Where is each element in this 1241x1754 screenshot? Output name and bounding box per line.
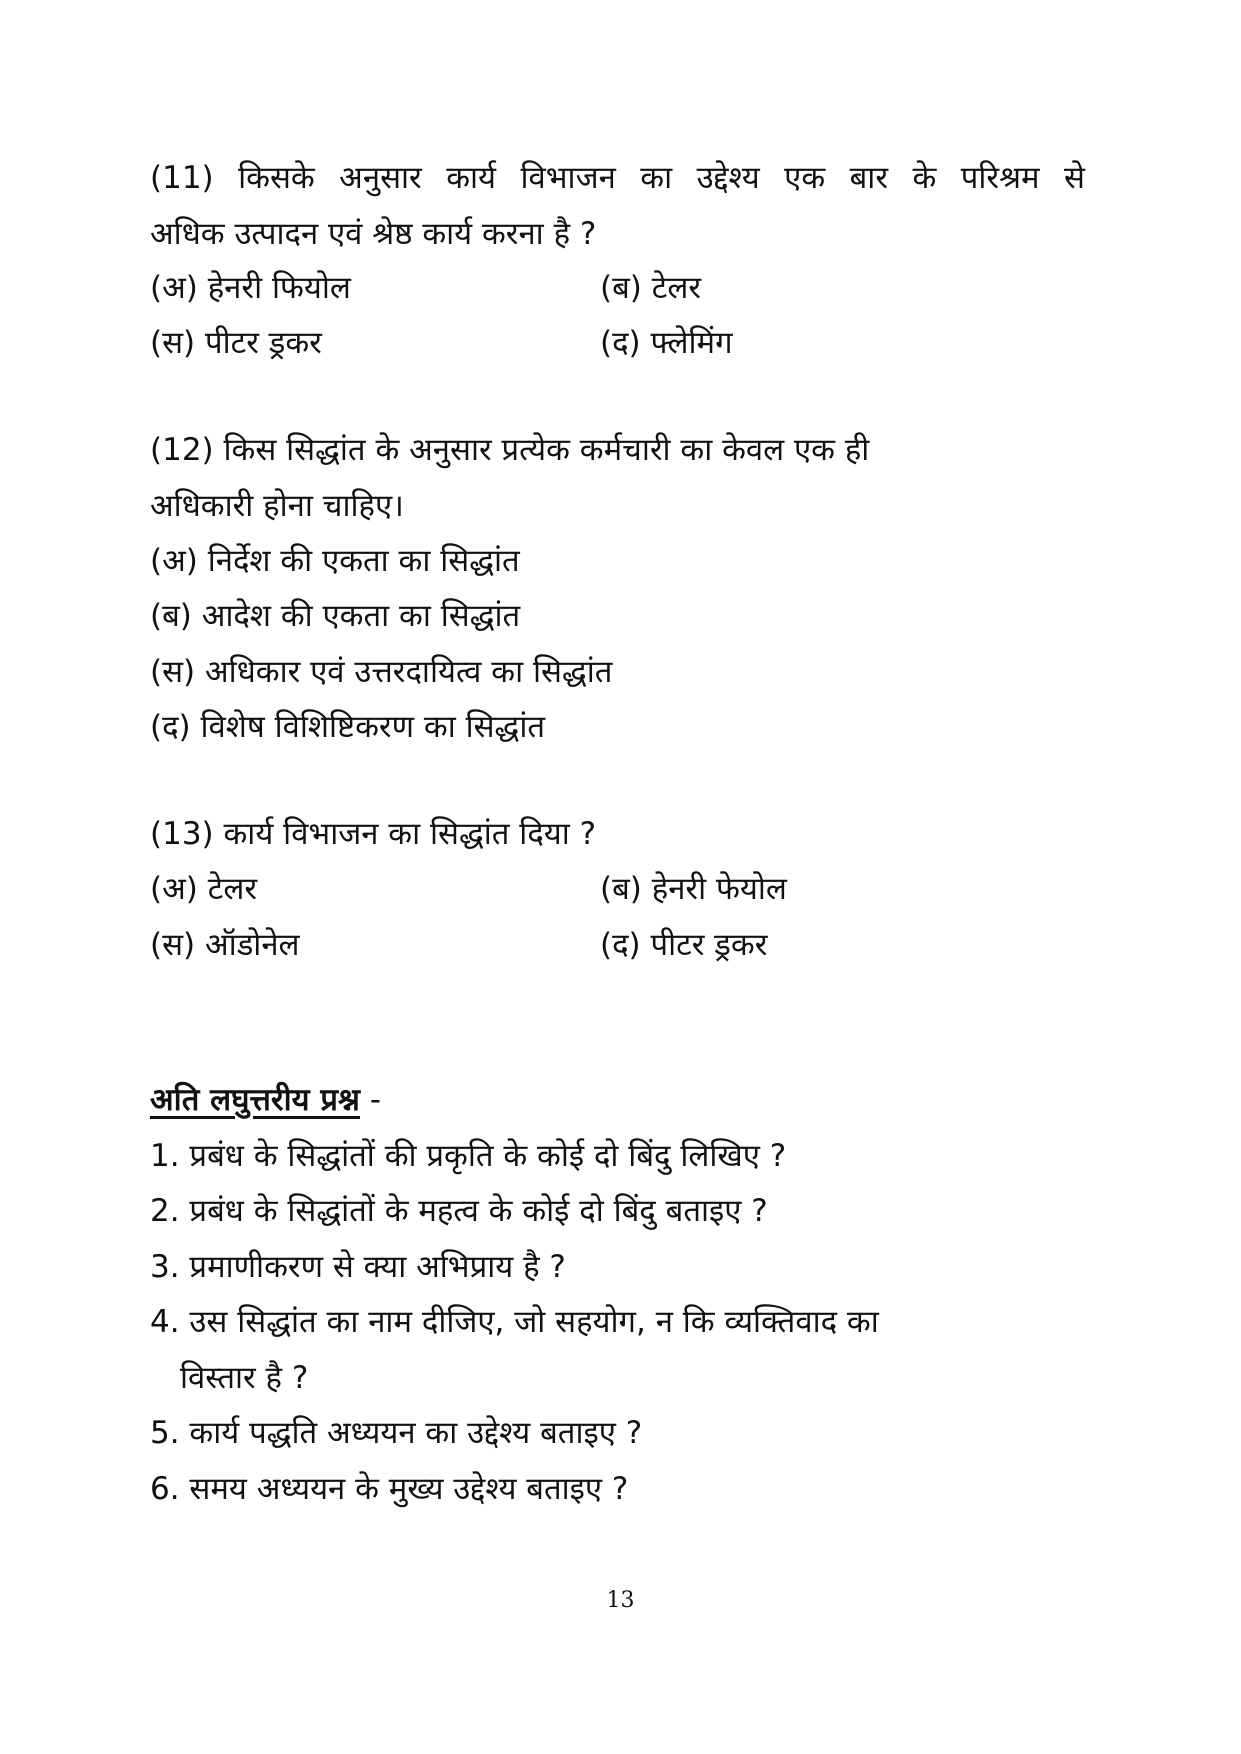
q11-option-b: (ब) टेलर <box>600 270 702 306</box>
page-number: 13 <box>606 1588 635 1613</box>
section-heading-suffix: - <box>359 1082 382 1118</box>
section-heading: अति लघुत्तरीय प्रश्न <box>150 1082 360 1118</box>
q13-option-a: (अ) टेलर <box>150 871 258 907</box>
q11-option-d: (द) फ्लेमिंग <box>600 325 733 361</box>
q12-text-line-1: (12) किस सिद्धांत के अनुसार प्रत्येक कर्मचारी का केवल एक ही <box>150 432 870 468</box>
q13-text-line-1: (13) कार्य विभाजन का सिद्धांत दिया ? <box>150 816 597 852</box>
list-item-4: 4. उस सिद्धांत का नाम दीजिए, जो सहयोग, न कि व्यक्तिवाद का <box>150 1304 879 1340</box>
list-item-6: 6. समय अध्ययन के मुख्य उद्देश्य बताइए ? <box>150 1471 629 1507</box>
q13-option-b: (ब) हेनरी फेयोल <box>600 871 787 907</box>
list-item-3: 3. प्रमाणीकरण से क्या अभिप्राय है ? <box>150 1249 566 1285</box>
list-item-1: 1. प्रबंध के सिद्धांतों की प्रकृति के कोई दो बिंदु लिखिए ? <box>150 1138 787 1174</box>
q13-option-c: (स) ऑडोनेल <box>150 927 300 963</box>
q12-option-d: (द) विशेष विशिष्टिकरण का सिद्धांत <box>150 709 546 745</box>
q12-text-line-2: अधिकारी होना चाहिए। <box>150 488 404 524</box>
q12-option-b: (ब) आदेश की एकता का सिद्धांत <box>150 598 521 634</box>
q11-text-line-1: (11) किसके अनुसार कार्य विभाजन का उद्देश्य एक बार के परिश्रम से <box>150 160 1085 196</box>
list-item-2: 2. प्रबंध के सिद्धांतों के महत्व के कोई दो बिंदु बताइए ? <box>150 1193 768 1229</box>
list-item-5: 5. कार्य पद्धति अध्ययन का उद्देश्य बताइए ? <box>150 1415 643 1451</box>
q11-text-line-2: अधिक उत्पादन एवं श्रेष्ठ कार्य करना है ? <box>150 216 597 252</box>
q13-option-d: (द) पीटर ड्रकर <box>600 927 768 963</box>
q12-option-a: (अ) निर्देश की एकता का सिद्धांत <box>150 543 520 579</box>
q12-option-c: (स) अधिकार एवं उत्तरदायित्व का सिद्धांत <box>150 654 613 690</box>
section-heading-line <box>150 1080 381 1120</box>
list-item-4-continued: विस्तार है ? <box>180 1360 309 1396</box>
q11-option-a: (अ) हेनरी फियोल <box>150 270 351 306</box>
q11-option-c: (स) पीटर ड्रकर <box>150 325 322 361</box>
